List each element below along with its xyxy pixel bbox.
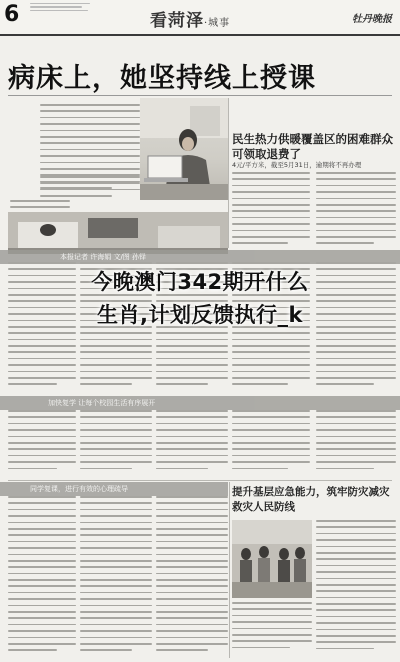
page-number: 6: [4, 2, 20, 27]
side-article-col-2: [316, 172, 396, 250]
mid-caption-bar: [0, 396, 400, 410]
lower-article-col-2: [80, 496, 152, 656]
lower-caption-text: 同学复课，进行有效的心理疏导: [30, 485, 128, 493]
section-suffix: ·城事: [204, 18, 231, 29]
teacher-laptop-photo: [140, 98, 228, 200]
lower-box-col-1: [232, 602, 312, 656]
lower-col-2: [80, 410, 152, 480]
section-name: 看菏泽: [150, 11, 204, 31]
overlay-text: [0, 266, 400, 332]
mid-caption-text: 加快复学 让每个校园生活有序展开: [48, 399, 156, 407]
lower-col-5: [316, 410, 396, 480]
section-divider: [8, 480, 392, 481]
column-divider: [228, 98, 229, 248]
side-article-col-1: [232, 172, 310, 250]
lower-box-col-2: [316, 520, 396, 656]
side-article-subtitle: 4元/平方米，截至5月31日，逾期将不再办理: [232, 161, 362, 169]
overlay-line-2: 生肖,计划反馈执行_k: [97, 303, 303, 327]
headline-rule: [8, 95, 392, 96]
lower-caption-bar: [0, 482, 228, 496]
lower-col-1: [8, 410, 76, 480]
side-article-title: 民生热力供暖覆盖区的困难群众可领取退费了: [232, 132, 393, 161]
lower-article-col-1: [8, 496, 76, 656]
disaster-drill-photo: [232, 520, 312, 598]
lower-box-title: 提升基层应急能力，筑牢防灾减灾救灾人民防线: [232, 486, 390, 513]
section-title: [150, 6, 230, 31]
overlay-line-1: 今晚澳门342期开什么: [91, 270, 309, 294]
masthead-meta: [30, 3, 110, 13]
lower-column-divider: [229, 482, 230, 658]
lower-col-3: [156, 410, 228, 480]
lower-col-4: [232, 410, 310, 480]
main-headline: 病床上，她坚持线上授课: [8, 63, 316, 94]
lower-article-col-3: [156, 496, 228, 656]
masthead: [0, 0, 400, 36]
banner-text: 本报记者 许海娟 文/图 孙铎: [60, 253, 147, 261]
brand-logo: 牡丹晚报: [352, 14, 392, 25]
hospital-bed-photo: [8, 212, 228, 254]
